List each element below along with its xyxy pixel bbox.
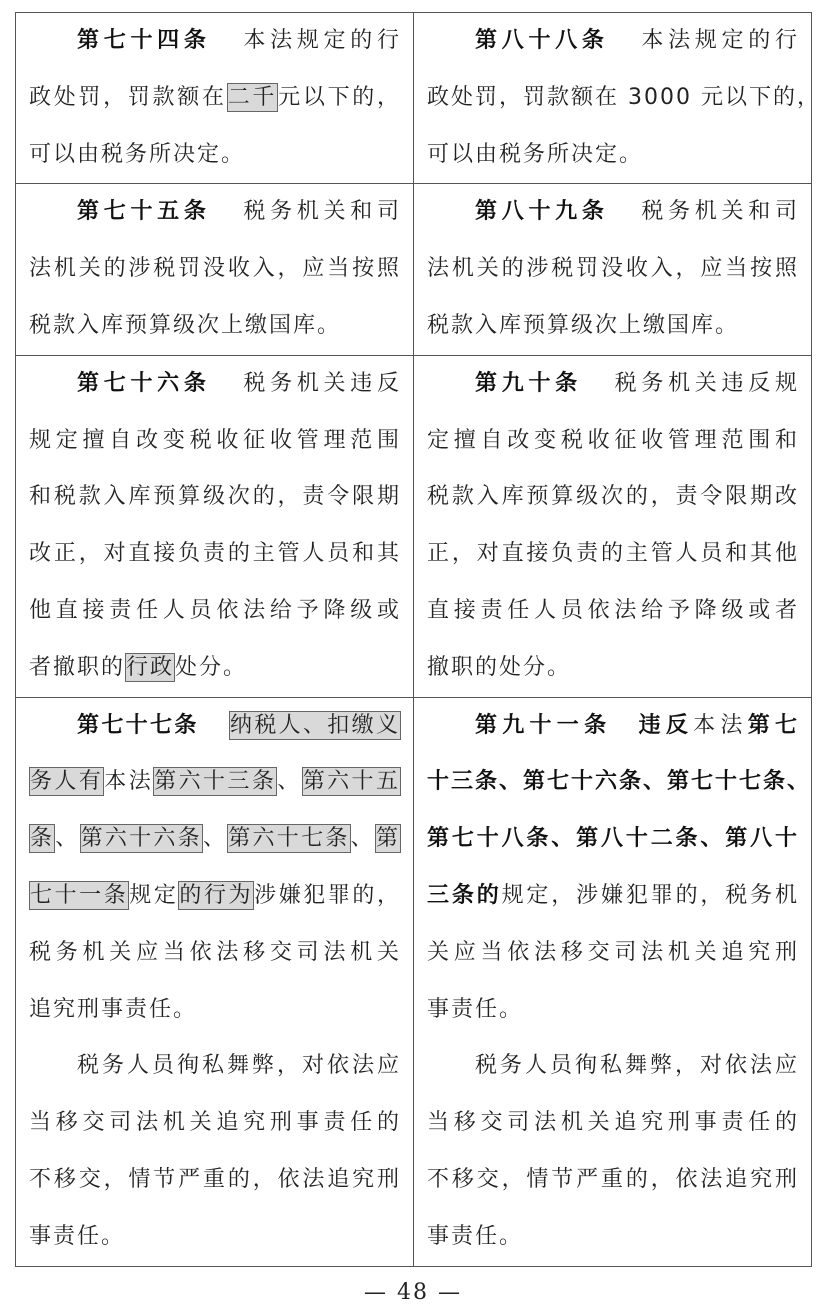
text-line xyxy=(427,1038,799,1095)
text-segment: 税款入库预算级次上缴国库。 xyxy=(29,312,342,338)
text-line xyxy=(427,698,799,755)
text-line xyxy=(427,241,799,298)
text-line xyxy=(29,698,401,755)
article-heading: 第七十六条 xyxy=(77,370,211,396)
text-segment: 可以由税务所决定。 xyxy=(427,141,644,167)
text-line xyxy=(427,811,799,868)
article-heading: 第七十五条 xyxy=(77,199,211,225)
text-segment: 规定，涉嫌犯罪的，税务机 xyxy=(501,882,799,908)
article-heading: 第九十条 xyxy=(475,370,582,396)
text-segment: 他直接责任人员依法给予降级或 xyxy=(29,597,401,623)
text-line xyxy=(29,526,401,583)
text-segment: 税务机关违反 xyxy=(240,370,401,396)
text-line xyxy=(29,298,401,355)
text-line xyxy=(427,1152,799,1209)
text-segment: 事责任。 xyxy=(29,1223,126,1249)
text-segment: 规定擅自改变税收征收管理范围 xyxy=(29,427,401,453)
text-segment: 事责任。 xyxy=(427,1223,524,1249)
text-line xyxy=(427,1095,799,1152)
text-segment: 正，对直接负责的主管人员和其他 xyxy=(427,541,799,567)
text-segment: 当移交司法机关追究刑事责任的 xyxy=(427,1110,799,1136)
highlighted-text: 务人有 xyxy=(30,769,104,795)
text-segment: 本法 xyxy=(104,769,154,795)
page-number: — 48 — xyxy=(364,1280,462,1305)
table-row xyxy=(16,184,812,355)
text-line xyxy=(29,1038,401,1095)
text-line xyxy=(427,356,799,413)
text-line xyxy=(427,469,799,526)
article-heading: 第七 xyxy=(747,712,799,738)
text-line xyxy=(29,868,401,925)
text-segment: 税务机关违反规 xyxy=(611,370,799,396)
text-segment: 直接责任人员依法给予降级或者 xyxy=(427,597,799,623)
text-line xyxy=(427,754,812,811)
text-line xyxy=(427,184,799,241)
new-article-cell xyxy=(414,697,812,1266)
highlighted-text: 第六十六条 xyxy=(80,826,202,852)
highlighted-text: 纳税人、扣缴义 xyxy=(229,712,400,738)
text-segment: 不移交，情节严重的，依法追究刑 xyxy=(427,1166,799,1192)
text-line xyxy=(29,413,401,470)
text-line xyxy=(427,298,799,355)
new-article-cell xyxy=(414,355,812,697)
text-line xyxy=(427,127,799,184)
table-row xyxy=(16,355,812,697)
text-segment: 法机关的涉税罚没收入，应当按照 xyxy=(29,256,401,282)
text-line xyxy=(29,70,401,127)
text-line xyxy=(29,127,401,184)
new-article-cell xyxy=(414,184,812,355)
table-row xyxy=(16,697,812,1266)
article-heading: 第八十八条 xyxy=(475,28,609,53)
text-segment: 不移交，情节严重的，依法追究刑 xyxy=(29,1166,401,1192)
text-line xyxy=(427,526,799,583)
old-article-cell xyxy=(16,355,414,697)
text-segment: 税款入库预算级次的，责令限期改 xyxy=(427,484,799,510)
highlighted-text: 七十一条 xyxy=(30,882,129,908)
text-line xyxy=(29,1095,401,1152)
old-article-cell xyxy=(16,13,414,184)
text-segment: 、 xyxy=(277,769,302,795)
text-line xyxy=(427,868,799,925)
text-line xyxy=(29,1152,401,1209)
article-heading: 第七十四条 xyxy=(77,28,211,53)
text-segment: 本法 xyxy=(693,712,748,738)
text-segment: 关应当依法移交司法机关追究刑 xyxy=(427,939,799,965)
highlighted-text: 的行为 xyxy=(179,882,254,908)
article-heading: 第七十七条 xyxy=(77,712,199,738)
text-segment: 、 xyxy=(202,826,228,852)
old-article-cell xyxy=(16,184,414,355)
text-segment: 当移交司法机关追究刑事责任的 xyxy=(29,1110,401,1136)
text-line xyxy=(29,241,401,298)
highlighted-text: 行政 xyxy=(126,654,175,680)
highlighted-text: 第六十三条 xyxy=(154,769,277,795)
highlighted-text: 第六十五 xyxy=(302,769,400,795)
text-segment: 处分。 xyxy=(175,654,248,680)
old-article-cell xyxy=(16,697,414,1266)
text-segment: 税务人员徇私舞弊，对依法应 xyxy=(475,1053,799,1079)
text-segment: 本法规定的行 xyxy=(240,28,401,53)
text-segment: 税务机关和司 xyxy=(240,199,401,225)
text-segment: 本法规定的行 xyxy=(638,28,799,53)
text-segment: 政处罚，罚款额在 3000 元以下的， xyxy=(427,84,821,110)
article-heading: 第八十九条 xyxy=(475,199,609,225)
text-segment: 税款入库预算级次上缴国库。 xyxy=(427,312,740,338)
text-segment: 税务机关应当依法移交司法机关 xyxy=(29,939,401,965)
text-line xyxy=(29,925,401,982)
text-line xyxy=(29,811,401,868)
text-segment: 税务人员徇私舞弊，对依法应 xyxy=(77,1053,401,1079)
text-line xyxy=(427,13,799,70)
text-segment: 定擅自改变税收征收管理范围和 xyxy=(427,427,799,453)
article-heading: 三条的 xyxy=(427,882,502,908)
table-row xyxy=(16,13,812,184)
text-line xyxy=(29,356,401,413)
text-line xyxy=(427,70,821,127)
text-segment: 税务机关和司 xyxy=(638,199,799,225)
highlighted-text: 条 xyxy=(30,826,55,852)
text-line xyxy=(29,982,401,1039)
text-line xyxy=(29,640,401,697)
text-segment: 可以由税务所决定。 xyxy=(29,141,246,167)
highlighted-text: 第 xyxy=(375,826,400,852)
article-heading: 第九十一条 违反 xyxy=(475,712,694,738)
text-segment: 政处罚，罚款额在 xyxy=(29,84,227,110)
text-segment: 改正，对直接负责的主管人员和其 xyxy=(29,541,401,567)
article-heading: 十三条、第七十六条、第七十七条、 xyxy=(427,769,812,795)
text-line xyxy=(427,640,799,697)
text-line xyxy=(29,754,401,811)
text-line xyxy=(29,469,401,526)
text-segment: 者撤职的 xyxy=(29,654,126,680)
text-segment: 元以下的， xyxy=(278,84,401,110)
text-segment: 、 xyxy=(350,826,375,852)
text-segment: 规定 xyxy=(129,882,179,908)
text-segment: 法机关的涉税罚没收入，应当按照 xyxy=(427,256,799,282)
highlighted-text: 二千 xyxy=(227,84,278,110)
text-segment: 追究刑事责任。 xyxy=(29,996,198,1022)
text-segment: 事责任。 xyxy=(427,996,524,1022)
law-comparison-table xyxy=(15,12,821,1267)
new-article-cell xyxy=(414,13,821,184)
text-line xyxy=(29,13,401,70)
text-line xyxy=(427,982,799,1039)
text-line xyxy=(427,1209,799,1266)
text-line xyxy=(427,925,799,982)
text-segment: 撤职的处分。 xyxy=(427,654,572,680)
text-line xyxy=(427,583,799,640)
text-segment: 和税款入库预算级次的，责令限期 xyxy=(29,484,401,510)
text-line xyxy=(29,583,401,640)
text-line xyxy=(29,184,401,241)
text-segment: 涉嫌犯罪的， xyxy=(254,882,401,908)
text-line xyxy=(427,413,799,470)
article-heading: 第七十八条、第八十二条、第八十 xyxy=(427,826,799,852)
highlighted-text: 第六十七条 xyxy=(228,826,350,852)
text-segment: 、 xyxy=(55,826,80,852)
text-line xyxy=(29,1209,401,1266)
